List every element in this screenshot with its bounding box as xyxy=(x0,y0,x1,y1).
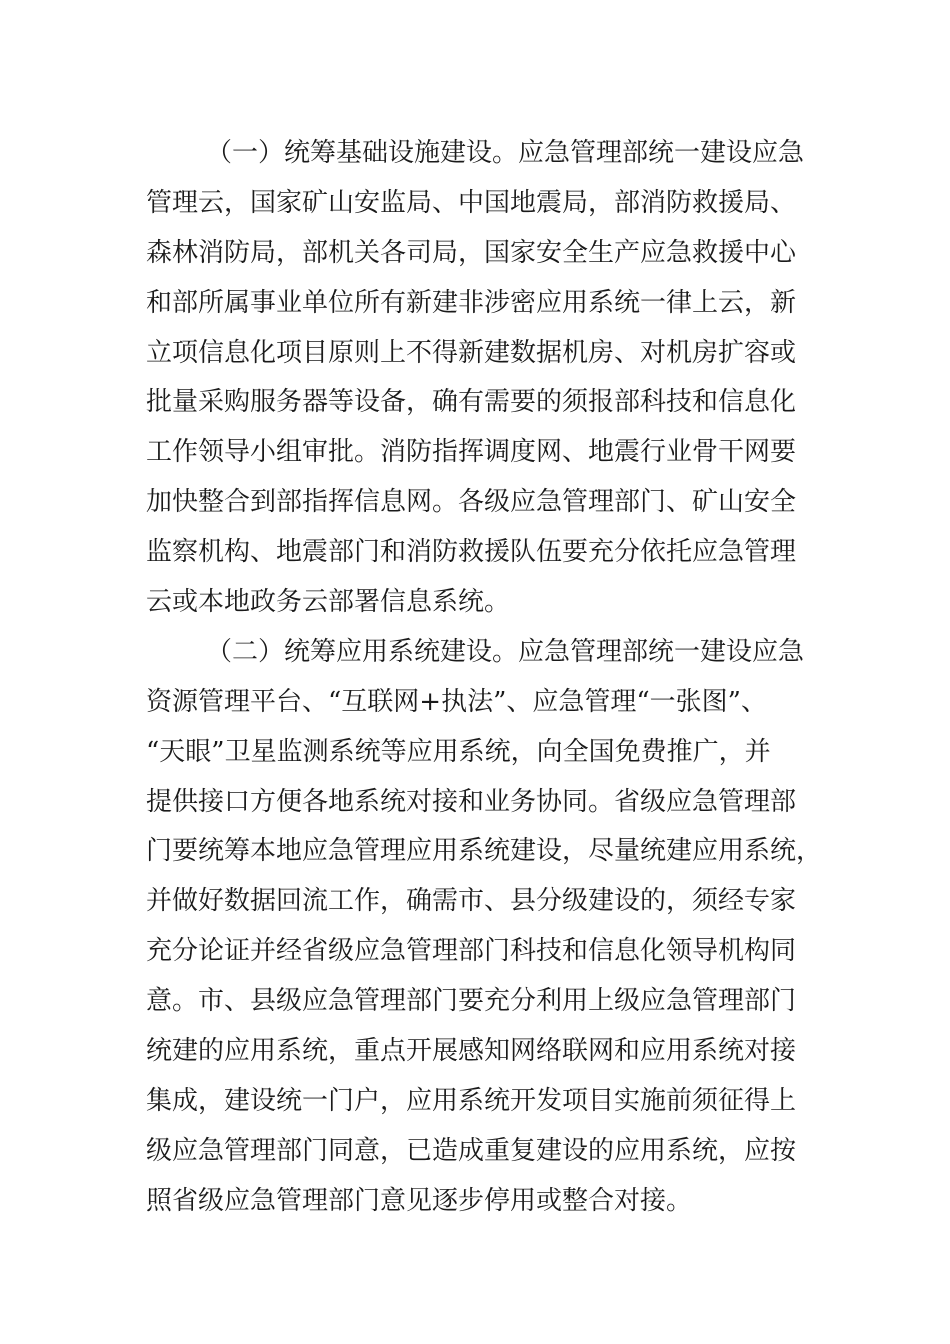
text-line: 和部所属事业单位所有新建非涉密应用系统一律上云，新 xyxy=(146,287,797,318)
text-line: （二）统筹应用系统建设。应急管理部统一建设应急 xyxy=(206,636,805,667)
text-line: 森林消防局，部机关各司局，国家安全生产应急救援中心 xyxy=(146,237,797,268)
text-line: 批量采购服务器等设备，确有需要的须报部科技和信息化 xyxy=(146,387,797,418)
text-line: 统建的应用系统，重点开展感知网络联网和应用系统对接 xyxy=(146,1036,797,1067)
text-line: 立项信息化项目原则上不得新建数据机房、对机房扩容或 xyxy=(146,337,797,368)
text-line: 监察机构、地震部门和消防救援队伍要充分依托应急管理 xyxy=(146,537,797,568)
text-line: 工作领导小组审批。消防指挥调度网、地震行业骨干网要 xyxy=(146,437,797,468)
paragraph-application-systems xyxy=(146,628,823,1227)
text-line: 级应急管理部门同意，已造成重复建设的应用系统，应按 xyxy=(146,1135,797,1166)
text-line: 并做好数据回流工作，确需市、县分级建设的，须经专家 xyxy=(146,886,797,917)
text-line: 充分论证并经省级应急管理部门科技和信息化领导机构同 xyxy=(146,936,797,967)
paragraph-infrastructure xyxy=(146,129,806,628)
text-line: 加快整合到部指挥信息网。各级应急管理部门、矿山安全 xyxy=(146,487,797,518)
text-line: 资源管理平台、“互联网+执法”、应急管理“一张图”、 xyxy=(146,686,767,717)
text-line: 云或本地政务云部署信息系统。 xyxy=(146,587,511,618)
text-line: 意。市、县级应急管理部门要充分利用上级应急管理部门 xyxy=(146,986,797,1017)
text-line: 照省级应急管理部门意见逐步停用或整合对接。 xyxy=(146,1185,693,1216)
text-line: 集成，建设统一门户，应用系统开发项目实施前须征得上 xyxy=(146,1085,797,1116)
text-line: 提供接口方便各地系统对接和业务协同。省级应急管理部 xyxy=(146,786,797,817)
text-line: （一）统筹基础设施建设。应急管理部统一建设应急 xyxy=(206,138,805,168)
document-body xyxy=(146,129,823,1227)
text-line: 门要统筹本地应急管理应用系统建设，尽量统建应用系统， xyxy=(146,836,823,867)
text-line: 管理云，国家矿山安监局、中国地震局，部消防救援局、 xyxy=(146,187,797,218)
text-line: “天眼”卫星监测系统等应用系统，向全国免费推广，并 xyxy=(146,736,771,767)
